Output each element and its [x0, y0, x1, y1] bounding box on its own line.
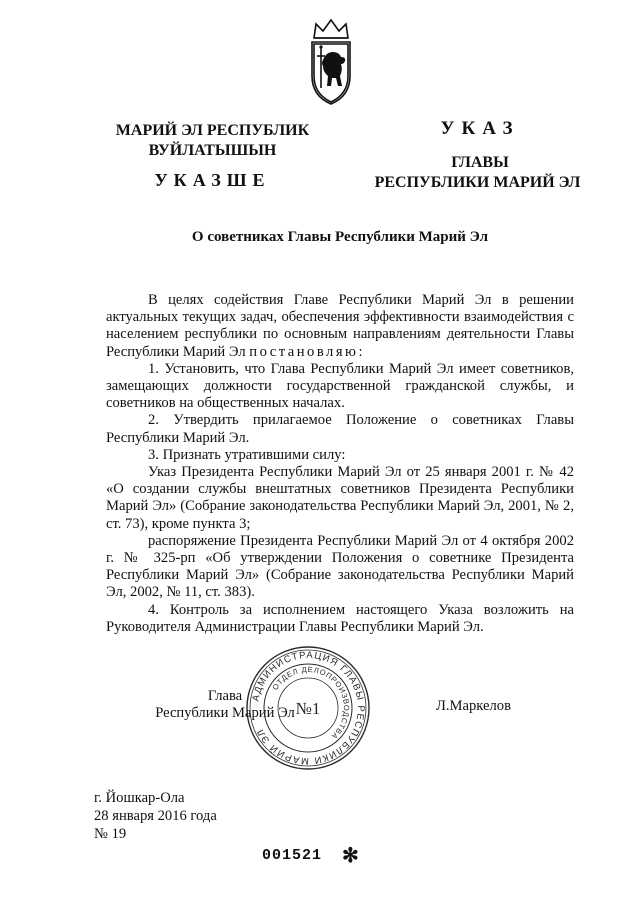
body-item-4: 4. Контроль за исполнением настоящего Указа возложить на Руководителя Администрации Главы Республики Марий Эл. [106, 601, 574, 635]
header-left-line3: УКАЗШЕ [154, 170, 271, 190]
header-right-line2: ГЛАВЫ [451, 154, 509, 171]
header-right-line1: УКАЗ [440, 118, 520, 139]
issue-date: 28 января 2016 года [94, 808, 217, 824]
body-intro-main: В целях содействия Главе Республики Марий Эл в решении актуальных текущих задач, обеспечения эффективности взаимодействия с населением республики по основным направлениям деятельности Главы Республики Марий Эл [106, 292, 574, 360]
signature-name: Л.Маркелов [436, 698, 511, 714]
body-intro [106, 292, 574, 361]
header-right-line3: РЕСПУБЛИКИ МАРИЙ ЭЛ [374, 174, 581, 191]
issue-number: № 19 [94, 826, 127, 842]
issue-city: г. Йошкар-Ола [94, 790, 185, 806]
serial-mark: ✻ [342, 845, 359, 867]
body-item-3b: распоряжение Президента Республики Марий Эл от 4 октября 2002 г. № 325-рп «Об утверждении Положения о советнике Президента Республики Марий Эл» (Собрание законодательства Республики Марий Эл, 2002, № 11, ст. 383). [106, 532, 574, 601]
decree-subject: О советниках Главы Республики Марий Эл [191, 229, 489, 245]
official-round-stamp [244, 644, 372, 772]
issue-details [94, 789, 217, 843]
signature-title-line1: Глава [207, 688, 243, 704]
body-item-3: 3. Признать утратившими силу: [148, 446, 346, 463]
body-item-3a: Указ Президента Республики Марий Эл от 25 января 2001 г. № 42 «О создании службы внештатных советников Президента Республики Марий Эл» (Собрание законодательства Республики Марий Эл, 2001, № 2, ст. 73), кроме пункта 3; [106, 464, 574, 532]
signature-title-line2: Республики Марий Эл [155, 705, 295, 721]
stamp-outer-text: АДМИНИСТРАЦИЯ ГЛАВЫ РЕСПУБЛИКИ МАРИЙ ЭЛ [250, 649, 367, 767]
body-item-2: 2. Утвердить прилагаемое Положение о советниках Главы Республики Марий Эл. [106, 412, 574, 446]
body-intro-decree: постановляю: [249, 343, 366, 360]
header-left-line2: ВУЙЛАТЫШЫН [148, 142, 277, 159]
stamp-center-text: №1 [295, 699, 321, 718]
header-left-line1: МАРИЙ ЭЛ РЕСПУБЛИК [115, 122, 310, 139]
body-item-1: 1. Установить, что Глава Республики Марий Эл имеет советников, замещающих должности государственной гражданской службы, и советников на общественных началах. [106, 360, 574, 412]
decree-body [106, 292, 574, 636]
serial-number: 001521 [262, 847, 323, 864]
stamp-inner-text: ОТДЕЛ ДЕЛОПРОИЗВОДСТВА [270, 664, 352, 742]
coat-of-arms-emblem [304, 16, 358, 108]
